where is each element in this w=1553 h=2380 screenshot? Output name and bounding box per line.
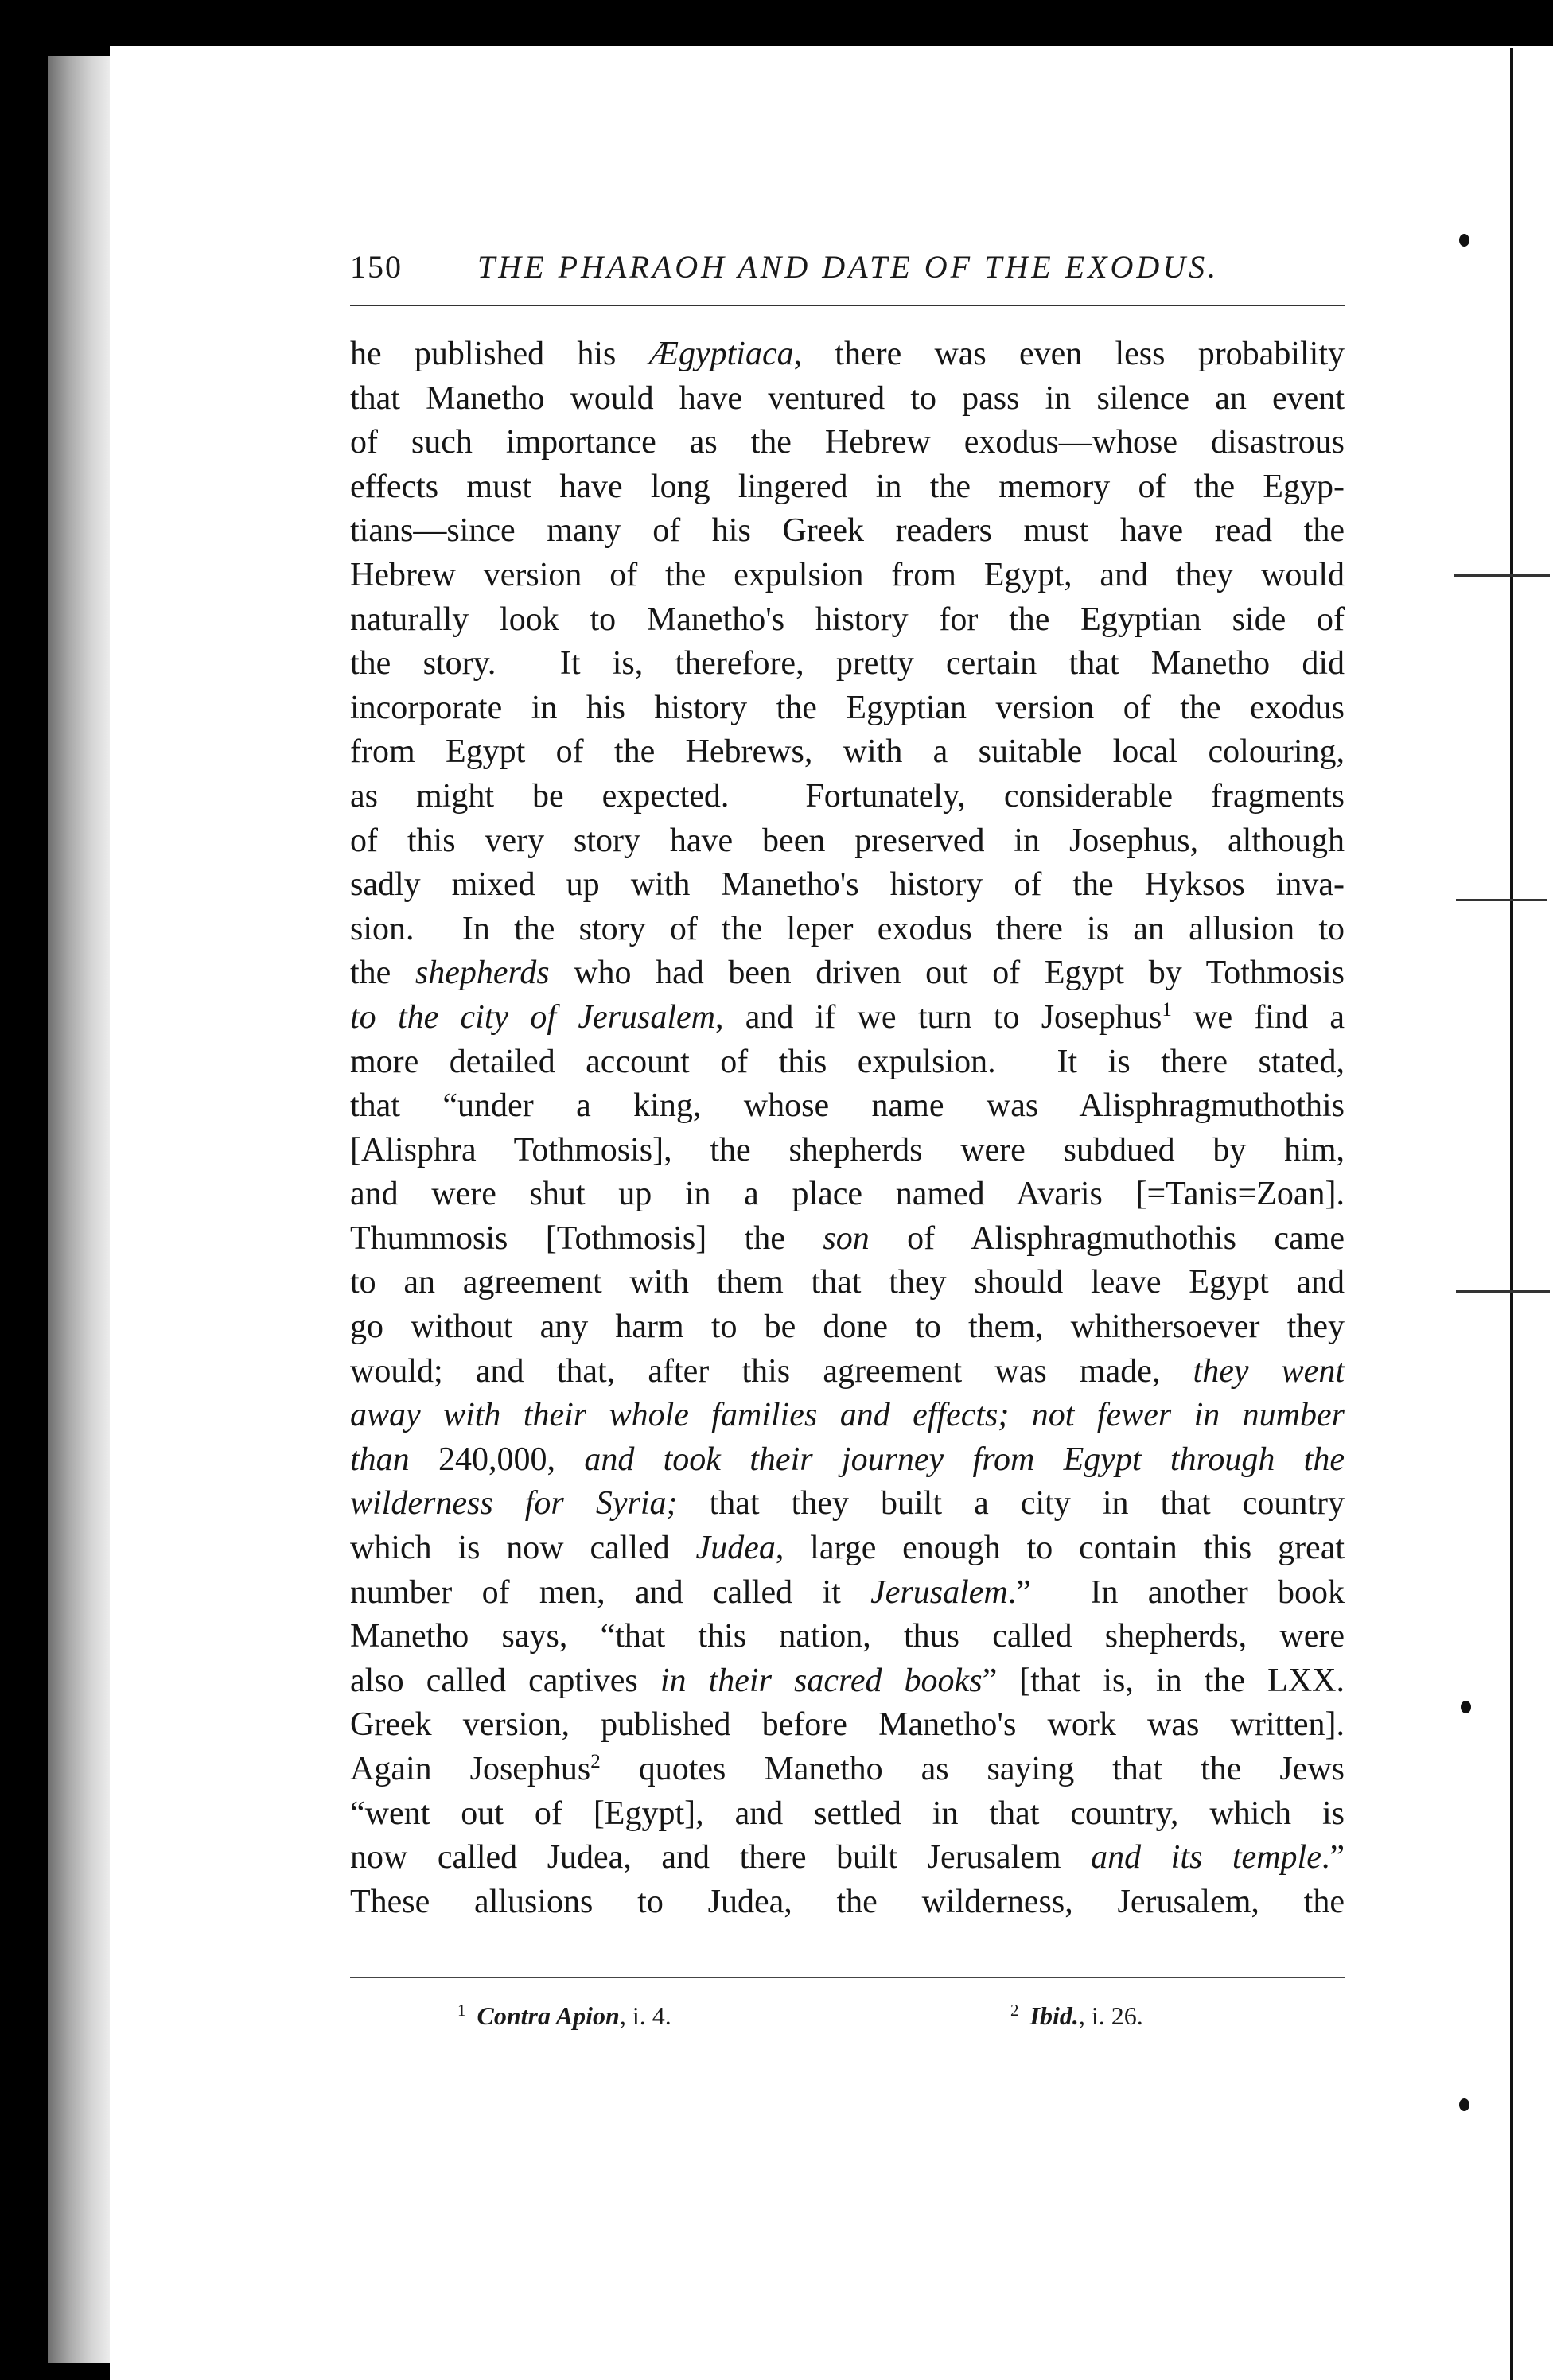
footnote: [457, 2001, 671, 2031]
text-line: [350, 1084, 1345, 1129]
text-run: [Alisphra Tothmosis], the shepherds were subdued by him,: [350, 1131, 1345, 1169]
facing-page-binding-line: [1510, 48, 1513, 2380]
text-run: that “under a king, whose name was Alisphragmuthothis: [350, 1087, 1345, 1125]
text-run: now called Judea, and there built Jerusalem: [350, 1839, 1092, 1876]
text-line: [350, 1748, 1345, 1792]
text-run: “went out of [Egypt], and settled in that country, which is: [350, 1795, 1345, 1832]
text-line: [350, 819, 1345, 864]
footnote-mark: 1: [457, 2001, 466, 2020]
text-run: 240,000,: [409, 1441, 585, 1478]
text-run: would; and that, after this agreement was made,: [350, 1352, 1193, 1390]
text-line: [350, 1129, 1345, 1173]
footnote-reference-mark: 1: [1162, 998, 1172, 1021]
text-line: [350, 598, 1345, 643]
text-run: to an agreement with them that they should leave Egypt and: [350, 1264, 1345, 1301]
text-run: , there was even less probability: [793, 336, 1345, 372]
text-line: [350, 377, 1345, 422]
text-run: sion. In the story of the leper exodus there is an allusion to: [350, 910, 1345, 947]
text-run: and were shut up in a place named Avaris [=Tanis=Zoan].: [350, 1176, 1345, 1213]
text-run: naturally look to Manetho's history for the Egyptian side of: [350, 601, 1345, 638]
text-run: quotes Manetho as saying that the Jews: [600, 1751, 1345, 1787]
text-run: Greek version, published before Manetho's work was written].: [350, 1706, 1345, 1744]
page-number: 150: [350, 249, 403, 285]
text-run: the: [350, 955, 415, 992]
footnote-reference: , i. 4.: [619, 2001, 671, 2030]
footnote-source-title: Ibid.: [1029, 2001, 1079, 2030]
italic-text-run: away with their whole families and effects; not fewer in number: [350, 1397, 1345, 1434]
text-run: that Manetho would have ventured to pass in silence an event: [350, 379, 1345, 417]
text-line: [350, 1703, 1345, 1748]
text-run: who had been driven out of Egypt by Tothmosis: [549, 955, 1345, 992]
text-run: These allusions to Judea, the wilderness, Jerusalem, the: [350, 1883, 1345, 1920]
italic-text-run: wilderness for Syria;: [350, 1485, 678, 1522]
text-line: [350, 686, 1345, 731]
italic-text-run: and its temple: [1091, 1839, 1321, 1876]
text-line: [350, 730, 1345, 775]
text-line: [350, 1615, 1345, 1659]
text-line: [350, 1526, 1345, 1571]
text-run: .”: [1321, 1839, 1345, 1876]
text-line: [350, 1394, 1345, 1438]
text-run: incorporate in his history the Egyptian version of the exodus: [350, 689, 1345, 726]
text-line: [350, 996, 1345, 1040]
text-run: tians—since many of his Greek readers must have read the: [350, 512, 1345, 550]
text-run: which is now called: [350, 1530, 696, 1567]
text-line: [350, 951, 1345, 996]
text-run: number of men, and called it: [350, 1573, 871, 1611]
body-text: [350, 332, 1345, 1924]
text-line: [350, 465, 1345, 510]
binding-hole-mark: [1459, 2098, 1469, 2111]
text-run: more detailed account of this expulsion. It is there stated,: [350, 1043, 1345, 1080]
text-line: [350, 1880, 1345, 1925]
binding-thread-mark: [1454, 574, 1550, 577]
binding-thread-mark: [1456, 1290, 1550, 1293]
text-run: ” [that is, in the LXX.: [982, 1662, 1345, 1699]
footnotes: [350, 2001, 1345, 2040]
text-run: .” In another book: [1007, 1573, 1345, 1611]
text-run: , large enough to contain this great: [775, 1530, 1345, 1567]
text-line: [350, 554, 1345, 598]
binding-hole-mark: [1461, 1701, 1471, 1713]
text-line: [350, 908, 1345, 952]
text-run: Again Josephus: [350, 1751, 591, 1787]
text-line: [350, 1482, 1345, 1526]
footnote-mark: 2: [1010, 2001, 1019, 2020]
text-line: [350, 642, 1345, 686]
text-line: [350, 775, 1345, 819]
text-run: we find a: [1171, 998, 1345, 1036]
footnote: [1010, 2001, 1143, 2031]
text-run: of Alisphragmuthothis came: [869, 1219, 1345, 1257]
text-line: [350, 1172, 1345, 1217]
text-line: [350, 1040, 1345, 1085]
text-line: [350, 1350, 1345, 1394]
text-run: of this very story have been preserved in Josephus, although: [350, 822, 1345, 859]
text-run: as might be expected. Fortunately, considerable fragments: [350, 777, 1345, 815]
text-run: , and if we turn to Josephus: [714, 998, 1162, 1036]
text-run: that they built a city in that country: [677, 1485, 1345, 1522]
footnote-reference: , i. 26.: [1078, 2001, 1143, 2030]
text-line: [350, 1571, 1345, 1616]
italic-text-run: shepherds: [415, 955, 550, 992]
text-run: of such importance as the Hebrew exodus—whose disastrous: [350, 424, 1345, 461]
footnote-rule: [350, 1977, 1345, 1978]
text-run: the story. It is, therefore, pretty certain that Manetho did: [350, 645, 1345, 682]
text-line: [350, 1438, 1345, 1483]
text-line: [350, 1792, 1345, 1837]
text-line: [350, 1659, 1345, 1704]
binding-hole-mark: [1459, 234, 1469, 247]
italic-text-run: Judea: [695, 1530, 776, 1567]
text-line: [350, 421, 1345, 465]
text-run: effects must have long lingered in the memory of the Egyp-: [350, 468, 1345, 505]
italic-text-run: than: [350, 1441, 410, 1478]
italic-text-run: Jerusalem: [870, 1573, 1008, 1611]
text-line: [350, 1217, 1345, 1262]
text-line: [350, 863, 1345, 908]
text-line: [350, 509, 1345, 554]
text-run: Hebrew version of the expulsion from Egypt, and they would: [350, 556, 1345, 593]
italic-text-run: in their sacred books: [660, 1662, 983, 1699]
footnote-source-title: Contra Apion: [477, 2001, 620, 2030]
italic-text-run: they went: [1193, 1352, 1345, 1390]
text-run: go without any harm to be done to them, whithersoever they: [350, 1309, 1345, 1346]
footnote-reference-mark: 2: [590, 1751, 601, 1772]
text-run: sadly mixed up with Manetho's history of the Hyksos inva-: [350, 866, 1345, 904]
italic-text-run: son: [823, 1219, 870, 1257]
italic-text-run: Ægyptiaca: [648, 336, 794, 372]
text-run: from Egypt of the Hebrews, with a suitable local colouring,: [350, 733, 1345, 771]
italic-text-run: to the city of Jerusalem: [350, 998, 715, 1036]
text-line: [350, 1261, 1345, 1305]
header-rule: [350, 305, 1345, 306]
book-spine-edge: [48, 56, 110, 2362]
text-line: [350, 332, 1345, 377]
italic-text-run: and took their journey from Egypt through the: [584, 1441, 1345, 1478]
page-header: [350, 248, 1345, 296]
text-line: [350, 1305, 1345, 1350]
text-run: also called captives: [350, 1662, 660, 1699]
text-run: he published his: [350, 336, 649, 372]
text-run: Manetho says, “that this nation, thus called shepherds, were: [350, 1618, 1345, 1655]
text-run: Thummosis [Tothmosis] the: [350, 1219, 823, 1257]
running-head: THE PHARAOH AND DATE OF THE EXODUS.: [477, 249, 1220, 285]
text-line: [350, 1836, 1345, 1880]
binding-thread-mark: [1456, 899, 1547, 901]
